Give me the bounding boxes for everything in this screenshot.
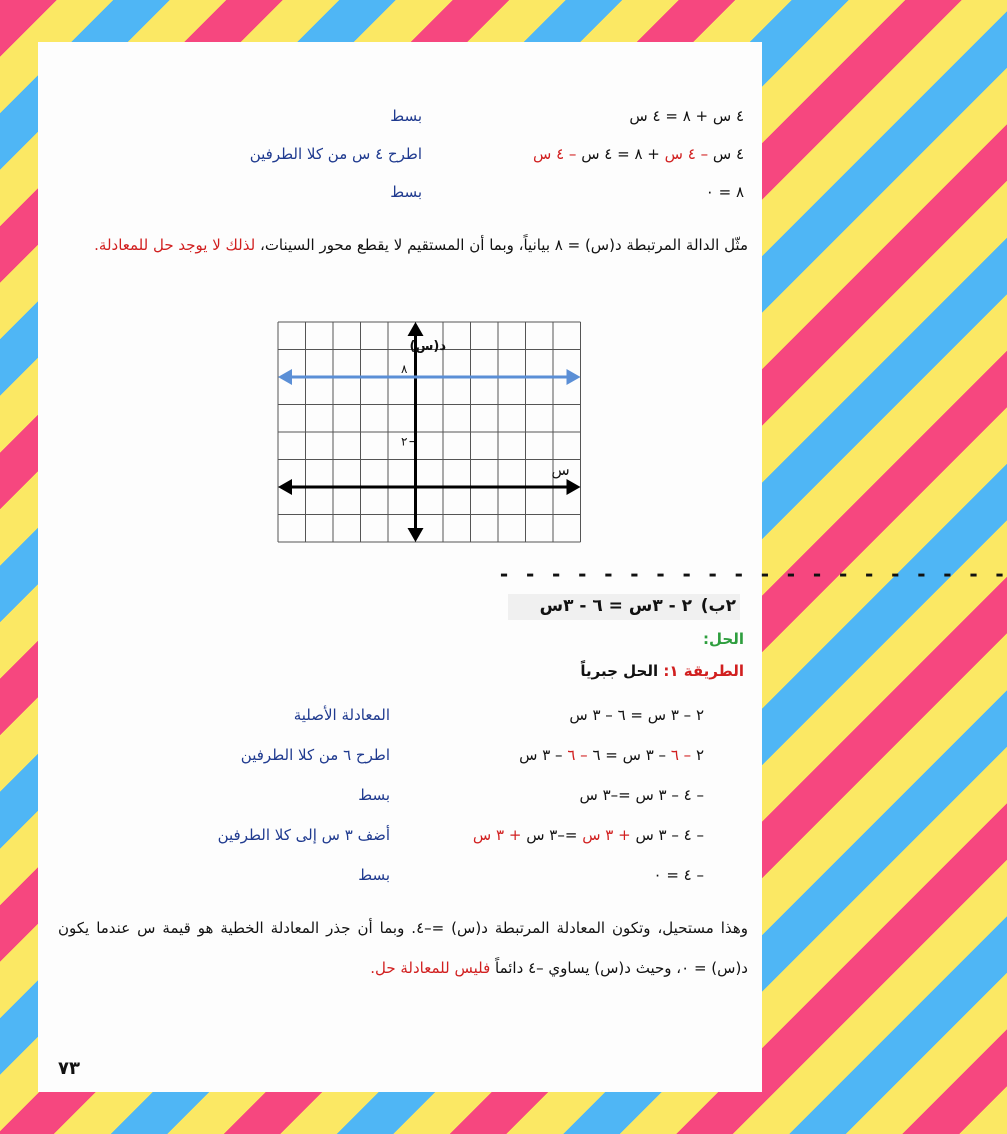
method1-step-note: اطرح ٤ س من كلا الطرفين — [249, 145, 422, 163]
method2-step-equation-part: – ٣ س = ٦ — [587, 746, 671, 764]
method2-step-equation-part: – ٣ س — [519, 746, 568, 764]
method2-step-equation-part: – ٤ – ٣ س — [630, 826, 704, 844]
tick-label-2: ٢ — [401, 434, 408, 449]
method2-step-equation-part: ٢ — [691, 746, 704, 764]
tick-label-8: ٨ — [401, 362, 408, 376]
method2-step-equation-part: – ٦ — [670, 746, 692, 764]
x-axis-arrow-right — [567, 479, 581, 495]
method1-step-equation-part: – ٤ س — [664, 145, 709, 163]
method2-step-equation — [653, 866, 704, 884]
method2-step-equation-part: + ٣ س — [582, 826, 631, 844]
method2-title-text: الحل جبرياً — [580, 662, 659, 680]
function-line-arrow-right — [567, 369, 581, 385]
y-axis-arrow-up — [408, 322, 424, 336]
method1-step-equation-part: ٤ س + ٨ = ٤ س — [629, 107, 744, 125]
conclusion-paragraph — [58, 908, 748, 988]
method2-step-equation — [579, 786, 704, 804]
method2-step-note: أضف ٣ س إلى كلا الطرفين — [217, 826, 390, 844]
graph-explanation — [58, 225, 748, 265]
section-separator: - - - - - - - - - - - - - - - - - - - - — [498, 562, 1007, 586]
method2-step-equation-part: ٢ – ٣ س = ٦ – ٣ س — [569, 706, 704, 724]
method1-step-equation-part: – ٤ س — [533, 145, 577, 163]
method2-step-equation-part: – ٤ – ٣ س =–٣ س — [579, 786, 704, 804]
method2-step-note: المعادلة الأصلية — [293, 706, 390, 724]
problem-equation: ٢ - ٣س = ٦ - ٣س — [539, 596, 692, 616]
method2-step-equation-part: – ٦ — [567, 746, 588, 764]
method1-step-note: بسط — [390, 107, 422, 125]
x-axis-label: س — [551, 461, 570, 479]
conclusion-part: وهذا مستحيل، وتكون المعادلة المرتبطة د(س) =–٤. وبما أن جذر المعادلة الخطية هو قيمة س عندما يكون د(س) = ٠، وحيث د(س) يساوي –٤ دائماً — [58, 919, 748, 977]
graph — [276, 320, 582, 556]
method1-step-equation — [629, 107, 744, 125]
method1-step-equation-part: ٤ س — [708, 145, 744, 163]
method2-step-equation-part: =–٣ س — [521, 826, 583, 844]
method1-step-equation — [706, 183, 744, 201]
method1-step-note: بسط — [390, 183, 422, 201]
method1-step-equation-part: + ٨ = ٤ س — [576, 145, 665, 163]
method2-step-equation — [473, 826, 704, 844]
conclusion-part: فليس للمعادلة حل. — [370, 959, 491, 977]
method1-step-equation-part: ٨ = ٠ — [705, 183, 744, 201]
problem-number: ٢ب) — [700, 596, 736, 616]
method2-step-equation — [569, 706, 704, 724]
method2-step-note: بسط — [358, 786, 390, 804]
function-line-arrow-left — [278, 369, 292, 385]
page-number: ٧٣ — [58, 1058, 80, 1079]
method2-step-equation — [519, 746, 704, 764]
y-axis-arrow-down — [408, 528, 424, 542]
problem-header — [508, 594, 740, 620]
solution-label: الحل: — [703, 630, 744, 648]
page — [38, 42, 1007, 1092]
x-axis-arrow-left — [278, 479, 292, 495]
graph-explanation-part: لذلك لا يوجد حل للمعادلة. — [94, 236, 256, 254]
method2-title — [580, 662, 744, 680]
y-axis-label: د(س) — [409, 339, 446, 354]
method2-title-number: الطريقة ١: — [663, 662, 744, 680]
method2-step-equation-part: – ٤ = ٠ — [653, 866, 704, 884]
method2-step-equation-part: + ٣ س — [472, 826, 522, 844]
graph-explanation-part: مثّل الدالة المرتبطة د(س) = ٨ بيانياً، وبما أن المستقيم لا يقطع محور السينات، — [255, 236, 748, 254]
method1-step-equation — [533, 145, 744, 163]
method2-step-note: اطرح ٦ من كلا الطرفين — [240, 746, 390, 764]
method2-step-note: بسط — [358, 866, 390, 884]
